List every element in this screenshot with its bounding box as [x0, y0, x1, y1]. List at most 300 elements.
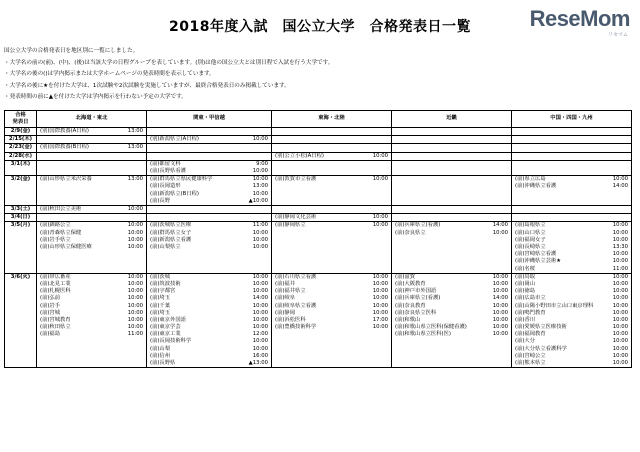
university-name: (前)石川県立看護 [275, 273, 317, 280]
university-name: (前)岩手県立 [40, 236, 71, 243]
university-name: (前)大分 [515, 338, 536, 345]
page-title: 2018年度入試 国公立大学 合格発表日一覧 [169, 19, 471, 35]
university-name: (前)奈良県立医科 [395, 309, 437, 316]
university-entry [513, 295, 630, 302]
note-line: ・発表時間の前に▲を付けた大学は学内掲示を行わない予定の大学です。 [4, 94, 187, 101]
university-name: (前)熊本県立 [515, 360, 546, 367]
region-cell [147, 273, 272, 368]
region-cell [512, 152, 632, 160]
release-date-cell: 3/3(土) [5, 206, 37, 214]
release-time: 10:00 [252, 273, 268, 280]
release-time: 10:00 [612, 352, 628, 359]
release-time: 11:00 [127, 331, 143, 338]
university-name: (前)福島 [40, 331, 61, 338]
university-name: (前)和歌山県立医科(医) [395, 331, 451, 338]
university-name: (前)茨城県立医療 [150, 222, 192, 229]
university-name: (前)福岡教育 [515, 331, 546, 338]
university-entry [513, 183, 630, 190]
table-row [5, 160, 632, 175]
university-entry [148, 237, 270, 244]
university-entry [273, 222, 390, 229]
university-entry [393, 274, 510, 281]
region-cell [37, 136, 147, 144]
release-time: 10:00 [372, 214, 388, 221]
notes-block [4, 46, 333, 104]
region-cell [392, 128, 512, 136]
university-entry [273, 153, 390, 160]
release-date-cell: 3/4(日) [5, 214, 37, 222]
release-time: 10:00 [127, 324, 143, 331]
university-name: (前)兵庫県立(看護) [395, 295, 441, 302]
region-cell [272, 222, 392, 273]
table-row [5, 206, 632, 214]
release-time: 10:00 [372, 324, 388, 331]
region-cell [37, 128, 147, 136]
university-name: (前)岐阜県立看護 [275, 302, 317, 309]
release-time: 10:00 [372, 273, 388, 280]
university-name: (前)長野県 [150, 360, 176, 367]
release-time: 10:00 [127, 288, 143, 295]
university-entry [148, 244, 270, 251]
release-time: 10:00 [252, 309, 268, 316]
university-name: (前)帯広畜産 [40, 273, 71, 280]
release-time: 13:00 [127, 176, 143, 183]
university-entry [393, 303, 510, 310]
region-cell [272, 214, 392, 222]
university-name: (前)千葉 [150, 302, 171, 309]
university-name: (別)国際教養(B日程) [40, 144, 89, 151]
release-time: 10:00 [612, 360, 628, 367]
release-time: 17:00 [372, 316, 388, 323]
region-cell [512, 206, 632, 214]
table-row [5, 136, 632, 144]
university-entry [148, 346, 270, 353]
release-time: 10:00 [127, 236, 143, 243]
university-name: (前)福岡女子 [515, 236, 546, 243]
university-entry [273, 310, 390, 317]
university-name: (前)新潟県立(B日程) [150, 190, 199, 197]
release-time: 10:00 [372, 302, 388, 309]
region-cell [392, 152, 512, 160]
university-name: (前)山陽小野田市立山口東京理科 [515, 302, 594, 309]
university-name: (前)滋賀 [395, 273, 416, 280]
university-entry [148, 168, 270, 175]
logo-text: ReseMom [529, 6, 630, 31]
region-cell [512, 222, 632, 273]
table-row [5, 273, 632, 368]
region-cell [392, 206, 512, 214]
release-time: 10:00 [252, 243, 268, 250]
university-entry [273, 303, 390, 310]
release-date-cell: 3/2(金) [5, 176, 37, 206]
release-time: 10:00 [252, 345, 268, 352]
university-entry [148, 198, 270, 205]
release-date-cell: 3/6(火) [5, 273, 37, 368]
note-line: ・大学名の後の()は学内掲示または大学ホームページの発表時間を表示しています。 [4, 71, 215, 78]
university-name: (前)札幌医科 [40, 288, 71, 295]
university-name: (前)徳島 [515, 288, 536, 295]
release-time: 10:00 [372, 176, 388, 183]
university-name: (前)釧路公立 [40, 222, 71, 229]
university-name: (前)都留文科 [150, 160, 181, 167]
university-entry [38, 222, 145, 229]
release-date-cell: 3/5(月) [5, 222, 37, 273]
region-cell [37, 144, 147, 152]
university-name: (前)沖縄県立看護 [515, 183, 557, 190]
release-time: 10:00 [612, 258, 628, 265]
university-name: (前)長野県看護 [150, 168, 186, 174]
university-name: (前)静岡県立 [275, 222, 306, 229]
university-entry [273, 176, 390, 183]
university-entry [38, 176, 145, 183]
university-entry [148, 183, 270, 190]
university-name: (前)和歌山 [395, 316, 421, 323]
university-entry [38, 331, 145, 338]
university-name: (前)大阪教育 [395, 280, 426, 287]
release-time: 14:00 [492, 295, 508, 302]
release-time: ▲13:00 [248, 360, 268, 367]
university-entry [393, 331, 510, 338]
release-time: 10:00 [612, 302, 628, 309]
university-name: (前)香川 [515, 316, 536, 323]
release-time: 11:00 [612, 265, 628, 272]
university-entry [513, 230, 630, 237]
release-time: 10:00 [252, 190, 268, 197]
university-name: (前)筑波技術 [150, 280, 181, 287]
region-cell [147, 128, 272, 136]
university-name: (前)茨城 [150, 273, 171, 280]
note-line: ・大学名の前の(前)、(中)、(後)は当該大学の日程グループを表しています。(別)は他の国公立大とは別日程で入試を行う大学です。 [4, 59, 334, 66]
university-name: (前)群馬県立女子 [150, 229, 192, 236]
university-entry [273, 295, 390, 302]
university-name: (前)宮城教育 [40, 316, 71, 323]
release-time: 10:00 [127, 302, 143, 309]
university-entry [38, 144, 145, 151]
region-cell [272, 136, 392, 144]
university-entry [38, 237, 145, 244]
release-time: 10:00 [127, 222, 143, 229]
release-time: 10:00 [252, 302, 268, 309]
region-cell [392, 214, 512, 222]
university-entry [38, 295, 145, 302]
university-entry [513, 237, 630, 244]
release-time: 14:00 [252, 295, 268, 302]
release-time: 16:00 [252, 352, 268, 359]
university-name: (前)山形県立米沢栄養 [40, 176, 92, 183]
logo-subtext: リセマム [608, 32, 628, 38]
release-time: 10:00 [492, 280, 508, 287]
university-name: (前)広島市立 [515, 295, 546, 302]
university-name: (前)静岡 [275, 309, 296, 316]
university-entry [393, 295, 510, 302]
university-entry [513, 303, 630, 310]
release-time: 11:00 [252, 222, 268, 229]
university-entry [148, 136, 270, 143]
column-header-region: 近畿 [392, 111, 512, 128]
university-name: (前)秋田公立美術 [40, 206, 82, 212]
university-name: (別)公立小松(A日程) [275, 152, 324, 159]
column-header-region: 中国・四国・九州 [512, 111, 632, 128]
release-date-cell: 2/23(金) [5, 144, 37, 152]
region-cell [37, 152, 147, 160]
university-entry [513, 266, 630, 273]
release-date-cell: 2/9(金) [5, 128, 37, 136]
release-time: 10:00 [612, 288, 628, 295]
release-time: 10:00 [127, 316, 143, 323]
university-name: (前)東京学芸 [150, 324, 181, 331]
university-name: (前)宮城 [40, 309, 61, 316]
region-cell [512, 273, 632, 368]
release-time: 10:00 [127, 273, 143, 280]
university-entry [513, 338, 630, 345]
release-time: 10:00 [252, 280, 268, 287]
university-entry [148, 310, 270, 317]
region-cell [392, 176, 512, 206]
region-cell [147, 176, 272, 206]
table-row [5, 176, 632, 206]
release-time: 10:00 [612, 295, 628, 302]
university-entry [393, 222, 510, 229]
region-cell [392, 136, 512, 144]
column-header-region: 関東・甲信越 [147, 111, 272, 128]
release-time: 10:00 [127, 309, 143, 316]
release-time: 10:00 [252, 176, 268, 183]
university-name: (前)浜松医科 [275, 316, 306, 323]
university-name: (前)岩手 [40, 302, 61, 309]
university-name: (前)神戸市外国語 [395, 288, 437, 295]
university-name: (前)新潟県立看護 [150, 236, 192, 243]
region-cell [147, 214, 272, 222]
release-time: 13:00 [127, 144, 143, 151]
release-time: 10:00 [372, 222, 388, 229]
region-cell [37, 214, 147, 222]
university-name: (前)群馬県立県民健康科学 [150, 176, 213, 183]
university-name: (前)県立広島 [515, 176, 546, 183]
university-name: (前)兵庫県立(看護) [395, 222, 441, 229]
region-cell [512, 214, 632, 222]
release-time: 10:00 [372, 288, 388, 295]
region-cell [147, 222, 272, 273]
university-name: (前)豊橋技術科学 [275, 324, 317, 331]
column-header-date: 合格 発表日 [5, 111, 37, 128]
table-header-row [5, 111, 632, 128]
university-name: (前)埼玉 [150, 295, 171, 302]
university-name: (前)長岡造形 [150, 183, 181, 190]
region-cell [272, 273, 392, 368]
region-cell [512, 160, 632, 175]
release-time: 10:00 [127, 229, 143, 236]
release-time: 10:00 [127, 206, 143, 212]
university-entry [148, 230, 270, 237]
university-entry [38, 206, 145, 213]
university-name: (前)長崎県立 [515, 243, 546, 250]
university-name: (前)山形県立保健医療 [40, 243, 92, 250]
university-entry [393, 230, 510, 237]
region-cell [272, 206, 392, 214]
university-entry [148, 222, 270, 229]
region-cell [272, 176, 392, 206]
column-header-region: 東海・北陸 [272, 111, 392, 128]
university-entry [273, 324, 390, 331]
university-name: (前)鳴門教育 [515, 309, 546, 316]
university-name: (前)弘前 [40, 295, 61, 302]
region-cell [37, 160, 147, 175]
university-entry [273, 214, 390, 221]
university-entry [513, 346, 630, 353]
university-name: (前)沖縄県立芸術★ [515, 258, 561, 265]
university-name: (前)島根県立 [515, 222, 546, 229]
release-time: 10:00 [252, 136, 268, 143]
release-time: 10:00 [252, 236, 268, 243]
university-name: (前)東京工業 [150, 331, 181, 338]
region-cell [147, 144, 272, 152]
release-time: 10:00 [252, 324, 268, 331]
region-cell [272, 160, 392, 175]
release-time: 10:00 [372, 152, 388, 159]
university-entry [513, 222, 630, 229]
region-cell [392, 222, 512, 273]
university-name: (前)山梨県立 [150, 243, 181, 250]
university-entry [148, 295, 270, 302]
university-name: (前)鳥取 [515, 273, 536, 280]
university-entry [513, 258, 630, 265]
release-time: 10:00 [252, 288, 268, 295]
university-entry [38, 244, 145, 251]
table-row [5, 152, 632, 160]
university-entry [148, 338, 270, 345]
university-name: (前)静岡文化芸術 [275, 214, 317, 221]
university-name: (前)長岡技術科学 [150, 338, 192, 345]
release-time: 12:00 [252, 331, 268, 338]
university-entry [38, 303, 145, 310]
release-time: 13:30 [612, 243, 628, 250]
university-entry [393, 310, 510, 317]
release-time: 10:00 [372, 309, 388, 316]
university-entry [38, 310, 145, 317]
university-name: (前)奈良県立 [395, 229, 426, 236]
university-entry [513, 274, 630, 281]
university-entry [513, 360, 630, 367]
region-cell [147, 136, 272, 144]
university-name: (前)東京外国語 [150, 316, 186, 323]
release-time: 10:00 [372, 295, 388, 302]
university-name: (前)北見工業 [40, 280, 71, 287]
university-name: (前)愛媛県立医療技術 [515, 324, 567, 331]
release-time: 10:00 [492, 324, 508, 331]
university-entry [273, 274, 390, 281]
table-row [5, 214, 632, 222]
region-cell [392, 273, 512, 368]
release-time: ▲10:00 [248, 197, 268, 204]
region-cell [392, 144, 512, 152]
release-time: 10:00 [252, 168, 268, 174]
release-time: 10:00 [127, 243, 143, 250]
release-time: 13:00 [252, 183, 268, 190]
release-time: 13:00 [127, 128, 143, 134]
release-time: 10:00 [127, 295, 143, 302]
release-time: 10:00 [127, 280, 143, 287]
release-time: 10:00 [612, 324, 628, 331]
university-name: (前)青森県立保健 [40, 229, 82, 236]
region-cell [272, 144, 392, 152]
university-name: (前)福井 [275, 280, 296, 287]
university-name: (前)名桜 [515, 265, 536, 272]
release-time: 10:00 [492, 229, 508, 236]
region-cell [512, 144, 632, 152]
release-time: 10:00 [492, 309, 508, 316]
release-time: 10:00 [252, 316, 268, 323]
release-time: 14:00 [492, 222, 508, 229]
release-time: 10:00 [612, 229, 628, 236]
release-time: 10:00 [252, 229, 268, 236]
university-entry [148, 274, 270, 281]
university-name: (別)国際教養(A日程) [40, 128, 89, 134]
release-time: 10:00 [492, 316, 508, 323]
university-name: (前)山梨 [150, 345, 171, 352]
university-name: (前)宮崎公立 [515, 352, 546, 359]
release-time: 10:00 [612, 309, 628, 316]
university-name: (前)和歌山県立医科(保健看護) [395, 324, 467, 331]
release-time: 10:00 [252, 338, 268, 345]
release-time: 10:00 [612, 331, 628, 338]
university-entry [38, 274, 145, 281]
brand-logo [529, 6, 630, 38]
university-entry [148, 161, 270, 168]
release-date-cell: 2/15(木) [5, 136, 37, 144]
university-name: (前)秋田県立 [40, 324, 71, 331]
region-cell [512, 128, 632, 136]
region-cell [37, 222, 147, 273]
university-name: (前)岡山 [515, 280, 536, 287]
release-time: 10:00 [492, 302, 508, 309]
university-name: (前)大分県立看護科学 [515, 345, 567, 352]
release-time: 10:00 [492, 273, 508, 280]
university-entry [513, 310, 630, 317]
region-cell [37, 206, 147, 214]
release-date-cell: 3/1(木) [5, 160, 37, 175]
release-time: 10:00 [612, 236, 628, 243]
release-time: 10:00 [492, 288, 508, 295]
university-name: (前)宇都宮 [150, 288, 176, 295]
note-line: 国公立大学の合格発表日を地区別に一覧にしました。 [4, 48, 139, 54]
release-time: 10:00 [612, 222, 628, 229]
table-row [5, 144, 632, 152]
region-cell [147, 160, 272, 175]
release-time: 9:00 [256, 160, 268, 167]
schedule-body [5, 128, 632, 368]
university-name: (前)長野 [150, 197, 171, 204]
release-time: 10:00 [612, 280, 628, 287]
university-name: (前)埼玉 [150, 309, 171, 316]
university-entry [513, 353, 630, 360]
release-date-cell: 2/28(水) [5, 152, 37, 160]
region-cell [512, 136, 632, 144]
university-name: (前)福井県立 [275, 288, 306, 295]
release-time: 10:00 [612, 316, 628, 323]
region-cell [147, 152, 272, 160]
release-time: 10:00 [612, 251, 628, 258]
release-time: 10:00 [612, 345, 628, 352]
column-header-region: 北海道・東北 [37, 111, 147, 128]
university-entry [148, 360, 270, 367]
schedule-table [4, 110, 632, 368]
table-row [5, 128, 632, 136]
university-entry [148, 191, 270, 198]
university-name: (前)山口県立 [515, 229, 546, 236]
region-cell [512, 176, 632, 206]
region-cell [147, 206, 272, 214]
table-row [5, 222, 632, 273]
